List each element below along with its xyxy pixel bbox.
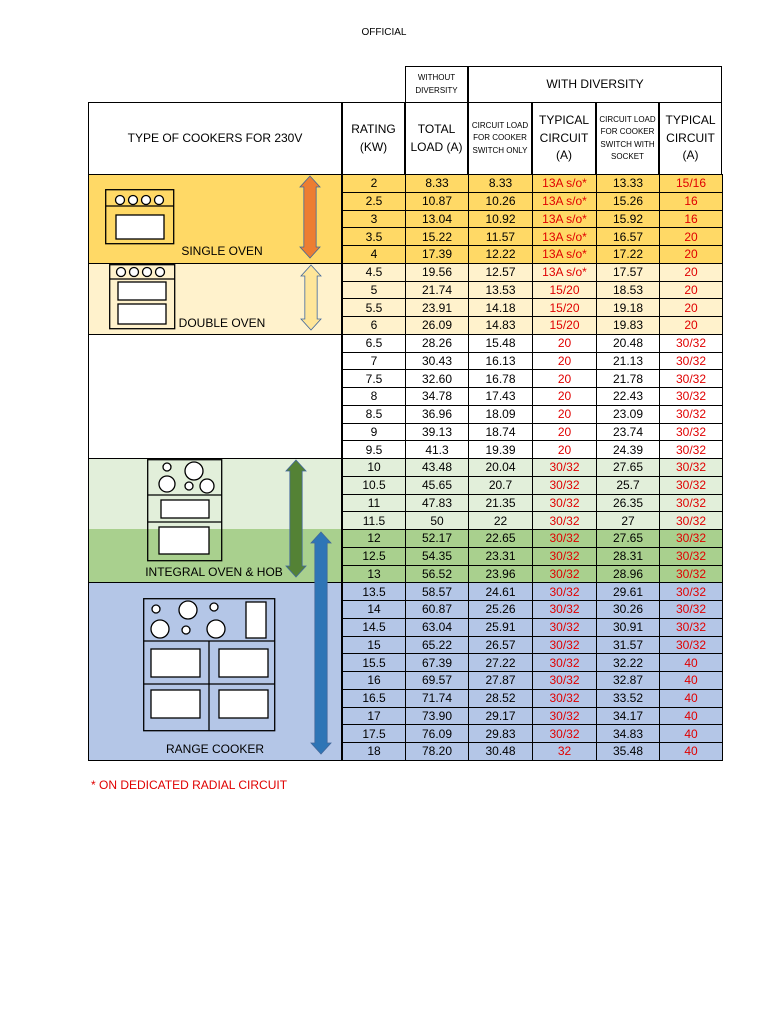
cell-load-sock: 29.61: [596, 582, 660, 601]
cell-total: 34.78: [405, 387, 469, 406]
cell-load-sock: 19.83: [596, 316, 660, 335]
cell-circ-cs: 15/20: [532, 281, 597, 300]
cell-rating: 13: [342, 565, 406, 584]
cell-rating: 5: [342, 281, 406, 300]
cell-total: 17.39: [405, 245, 469, 264]
header-rating-text: RATING (KW): [351, 122, 396, 154]
cell-rating: 10: [342, 458, 406, 477]
cell-circ-cs: 30/32: [532, 529, 597, 548]
cell-load-cs: 23.96: [468, 565, 533, 584]
cell-circ-sock: 30/32: [659, 600, 723, 619]
cell-circ-cs: 15/20: [532, 316, 597, 335]
cell-load-sock: 17.22: [596, 245, 660, 264]
cell-load-cs: 18.74: [468, 423, 533, 442]
cell-rating: 6: [342, 316, 406, 335]
cell-load-sock: 18.53: [596, 281, 660, 300]
cell-circ-cs: 20: [532, 387, 597, 406]
cell-circ-cs: 13A s/o*: [532, 263, 597, 282]
cell-circ-cs: 13A s/o*: [532, 174, 597, 193]
header-circuit-load-switch: [468, 102, 532, 175]
cell-circ-cs: 20: [532, 423, 597, 442]
header-with-diversity: [468, 66, 722, 103]
cell-rating: 17: [342, 707, 406, 726]
cell-rating: 6.5: [342, 334, 406, 353]
cell-circ-sock: 40: [659, 689, 723, 708]
cell-total: 36.96: [405, 405, 469, 424]
cell-rating: 8.5: [342, 405, 406, 424]
cell-load-sock: 27: [596, 511, 660, 530]
header-typical-circuit-switch-text: TYPICAL CIRCUIT (A): [538, 113, 589, 163]
cell-load-sock: 16.57: [596, 227, 660, 246]
cell-total: 58.57: [405, 582, 469, 601]
cell-rating: 8: [342, 387, 406, 406]
cell-circ-cs: 15/20: [532, 298, 597, 317]
cell-total: 8.33: [405, 174, 469, 193]
cell-load-sock: 15.26: [596, 192, 660, 211]
label-integral-oven-hob: INTEGRAL OVEN & HOB: [145, 565, 283, 579]
cell-circ-sock: 40: [659, 671, 723, 690]
cell-circ-cs: 30/32: [532, 476, 597, 495]
cell-circ-cs: 13A s/o*: [532, 192, 597, 211]
cell-load-sock: 20.48: [596, 334, 660, 353]
cell-rating: 10.5: [342, 476, 406, 495]
cell-rating: 3: [342, 210, 406, 229]
cell-circ-cs: 30/32: [532, 689, 597, 708]
cell-total: 32.60: [405, 369, 469, 388]
cell-load-sock: 27.65: [596, 458, 660, 477]
cell-rating: 13.5: [342, 582, 406, 601]
cell-circ-sock: 40: [659, 724, 723, 743]
cell-load-cs: 24.61: [468, 582, 533, 601]
cell-circ-sock: 40: [659, 653, 723, 672]
cell-rating: 17.5: [342, 724, 406, 743]
cell-load-cs: 30.48: [468, 742, 533, 761]
cell-circ-cs: 13A s/o*: [532, 245, 597, 264]
cell-circ-cs: 20: [532, 369, 597, 388]
cell-circ-sock: 30/32: [659, 334, 723, 353]
cell-total: 71.74: [405, 689, 469, 708]
cell-load-sock: 28.96: [596, 565, 660, 584]
cell-circ-sock: 15/16: [659, 174, 723, 193]
cell-total: 67.39: [405, 653, 469, 672]
cell-load-cs: 19.39: [468, 440, 533, 459]
cell-circ-sock: 20: [659, 281, 723, 300]
single-oven-icon: [105, 189, 175, 250]
range-cooker-icon: [143, 598, 276, 737]
cell-load-cs: 12.22: [468, 245, 533, 264]
label-double-oven: DOUBLE OVEN: [178, 316, 266, 330]
cell-load-sock: 21.78: [596, 369, 660, 388]
cell-load-cs: 26.57: [468, 636, 533, 655]
cell-circ-sock: 30/32: [659, 511, 723, 530]
cell-circ-cs: 30/32: [532, 458, 597, 477]
cell-total: 41.3: [405, 440, 469, 459]
cell-load-sock: 27.65: [596, 529, 660, 548]
cell-rating: 3.5: [342, 227, 406, 246]
cell-load-sock: 28.31: [596, 547, 660, 566]
cell-circ-cs: 20: [532, 440, 597, 459]
cell-circ-sock: 30/32: [659, 565, 723, 584]
cell-circ-cs: 32: [532, 742, 597, 761]
cell-load-cs: 28.52: [468, 689, 533, 708]
cell-rating: 9.5: [342, 440, 406, 459]
cell-circ-sock: 20: [659, 298, 723, 317]
cell-load-cs: 15.48: [468, 334, 533, 353]
cell-rating: 9: [342, 423, 406, 442]
cell-total: 50: [405, 511, 469, 530]
cell-load-cs: 29.83: [468, 724, 533, 743]
cell-total: 13.04: [405, 210, 469, 229]
cell-rating: 16.5: [342, 689, 406, 708]
cell-total: 60.87: [405, 600, 469, 619]
cell-load-cs: 16.78: [468, 369, 533, 388]
cell-total: 45.65: [405, 476, 469, 495]
cell-circ-cs: 20: [532, 352, 597, 371]
cell-load-cs: 29.17: [468, 707, 533, 726]
double-oven-icon: [109, 264, 176, 335]
cell-circ-sock: 30/32: [659, 636, 723, 655]
cell-load-cs: 12.57: [468, 263, 533, 282]
cell-load-cs: 25.91: [468, 618, 533, 637]
cell-load-sock: 34.83: [596, 724, 660, 743]
header-cooker-type-text: TYPE OF COOKERS FOR 230V: [127, 130, 303, 145]
cell-total: 63.04: [405, 618, 469, 637]
cell-total: 19.56: [405, 263, 469, 282]
cell-circ-cs: 30/32: [532, 582, 597, 601]
cell-load-cs: 18.09: [468, 405, 533, 424]
cell-rating: 16: [342, 671, 406, 690]
cell-load-sock: 24.39: [596, 440, 660, 459]
cell-load-sock: 30.26: [596, 600, 660, 619]
header-total-load: [405, 102, 468, 175]
cell-load-cs: 23.31: [468, 547, 533, 566]
cell-load-sock: 19.18: [596, 298, 660, 317]
cell-circ-sock: 30/32: [659, 547, 723, 566]
cell-circ-sock: 16: [659, 210, 723, 229]
cell-load-cs: 14.18: [468, 298, 533, 317]
cell-load-cs: 10.92: [468, 210, 533, 229]
cell-total: 43.48: [405, 458, 469, 477]
cell-circ-cs: 30/32: [532, 707, 597, 726]
cell-rating: 4.5: [342, 263, 406, 282]
cell-load-sock: 22.43: [596, 387, 660, 406]
cell-load-sock: 35.48: [596, 742, 660, 761]
cell-circ-sock: 30/32: [659, 423, 723, 442]
cell-load-cs: 27.87: [468, 671, 533, 690]
header-total-load-text: TOTAL LOAD (A): [410, 122, 463, 154]
cell-load-sock: 17.57: [596, 263, 660, 282]
cell-load-sock: 23.74: [596, 423, 660, 442]
cell-circ-sock: 30/32: [659, 494, 723, 513]
cell-load-cs: 20.7: [468, 476, 533, 495]
cell-circ-sock: 30/32: [659, 369, 723, 388]
cell-rating: 15: [342, 636, 406, 655]
cell-total: 52.17: [405, 529, 469, 548]
cell-load-cs: 22.65: [468, 529, 533, 548]
cell-load-sock: 23.09: [596, 405, 660, 424]
cell-total: 21.74: [405, 281, 469, 300]
integral-oven-hob-icon: [147, 459, 223, 567]
cell-load-cs: 16.13: [468, 352, 533, 371]
cell-load-sock: 32.22: [596, 653, 660, 672]
header-without-diversity-text: WITHOUT DIVERSITY: [415, 73, 458, 95]
cell-circ-cs: 30/32: [532, 653, 597, 672]
cell-rating: 11: [342, 494, 406, 513]
cell-load-cs: 25.26: [468, 600, 533, 619]
cell-circ-cs: 30/32: [532, 636, 597, 655]
header-typical-circuit-socket: [659, 102, 722, 175]
cell-circ-cs: 30/32: [532, 724, 597, 743]
cell-rating: 15.5: [342, 653, 406, 672]
cell-circ-sock: 40: [659, 742, 723, 761]
cell-load-sock: 13.33: [596, 174, 660, 193]
cell-load-sock: 30.91: [596, 618, 660, 637]
header-circuit-load-socket: [596, 102, 659, 175]
label-range-cooker: RANGE COOKER: [165, 742, 265, 756]
cell-circ-sock: 30/32: [659, 476, 723, 495]
cell-circ-sock: 40: [659, 707, 723, 726]
cell-total: 15.22: [405, 227, 469, 246]
cell-circ-sock: 20: [659, 245, 723, 264]
footnote: * ON DEDICATED RADIAL CIRCUIT: [91, 778, 288, 792]
cell-circ-sock: 30/32: [659, 582, 723, 601]
cell-load-cs: 10.26: [468, 192, 533, 211]
cell-total: 65.22: [405, 636, 469, 655]
cell-total: 73.90: [405, 707, 469, 726]
single-oven-range-arrow: [299, 175, 321, 264]
cell-circ-cs: 30/32: [532, 671, 597, 690]
range-cooker-range-arrow: [310, 531, 332, 760]
double-oven-range-arrow: [300, 264, 322, 336]
cell-circ-cs: 13A s/o*: [532, 227, 597, 246]
cell-circ-sock: 30/32: [659, 458, 723, 477]
header-typical-circuit-socket-text: TYPICAL CIRCUIT (A): [665, 113, 716, 163]
cell-circ-sock: 20: [659, 227, 723, 246]
cell-rating: 2: [342, 174, 406, 193]
cell-circ-cs: 30/32: [532, 511, 597, 530]
cell-total: 56.52: [405, 565, 469, 584]
cell-circ-sock: 30/32: [659, 529, 723, 548]
cell-circ-sock: 30/32: [659, 440, 723, 459]
cell-load-cs: 27.22: [468, 653, 533, 672]
cell-total: 10.87: [405, 192, 469, 211]
cell-circ-cs: 13A s/o*: [532, 210, 597, 229]
header-with-diversity-text: WITH DIVERSITY: [546, 76, 644, 91]
cell-total: 28.26: [405, 334, 469, 353]
cell-total: 23.91: [405, 298, 469, 317]
header-circuit-load-switch-text: CIRCUIT LOAD FOR COOKER SWITCH ONLY: [471, 120, 529, 155]
header-cooker-type: [88, 102, 342, 175]
header-circuit-load-socket-text: CIRCUIT LOAD FOR COOKER SWITCH WITH SOCKET: [599, 114, 656, 161]
cell-rating: 12: [342, 529, 406, 548]
cell-load-cs: 17.43: [468, 387, 533, 406]
cell-load-sock: 15.92: [596, 210, 660, 229]
cell-load-cs: 11.57: [468, 227, 533, 246]
cell-load-cs: 22: [468, 511, 533, 530]
header-without-diversity: [405, 66, 468, 103]
cell-load-sock: 26.35: [596, 494, 660, 513]
cell-circ-cs: 30/32: [532, 494, 597, 513]
cell-circ-sock: 30/32: [659, 405, 723, 424]
cell-circ-sock: 16: [659, 192, 723, 211]
cell-circ-cs: 30/32: [532, 618, 597, 637]
cell-circ-cs: 30/32: [532, 565, 597, 584]
band-plain: [88, 334, 342, 458]
cell-load-sock: 33.52: [596, 689, 660, 708]
cell-total: 78.20: [405, 742, 469, 761]
cell-circ-sock: 20: [659, 316, 723, 335]
cell-rating: 2.5: [342, 192, 406, 211]
cell-load-cs: 8.33: [468, 174, 533, 193]
cell-rating: 18: [342, 742, 406, 761]
cell-load-sock: 31.57: [596, 636, 660, 655]
cell-load-sock: 32.87: [596, 671, 660, 690]
cell-rating: 14: [342, 600, 406, 619]
cell-load-cs: 20.04: [468, 458, 533, 477]
cell-circ-cs: 20: [532, 405, 597, 424]
cell-total: 69.57: [405, 671, 469, 690]
cell-rating: 7.5: [342, 369, 406, 388]
cell-load-sock: 21.13: [596, 352, 660, 371]
cell-circ-cs: 30/32: [532, 547, 597, 566]
cell-circ-cs: 30/32: [532, 600, 597, 619]
cell-rating: 4: [342, 245, 406, 264]
cell-total: 30.43: [405, 352, 469, 371]
cell-circ-cs: 20: [532, 334, 597, 353]
cell-load-sock: 34.17: [596, 707, 660, 726]
cell-circ-sock: 20: [659, 263, 723, 282]
cell-total: 76.09: [405, 724, 469, 743]
integral-range-arrow: [285, 459, 307, 583]
document-header: OFFICIAL: [361, 27, 407, 38]
header-typical-circuit-switch: [532, 102, 596, 175]
cell-circ-sock: 30/32: [659, 352, 723, 371]
cell-circ-sock: 30/32: [659, 618, 723, 637]
cell-rating: 12.5: [342, 547, 406, 566]
label-single-oven: SINGLE OVEN: [181, 244, 263, 258]
cell-total: 47.83: [405, 494, 469, 513]
cell-load-cs: 21.35: [468, 494, 533, 513]
cell-rating: 14.5: [342, 618, 406, 637]
cell-load-sock: 25.7: [596, 476, 660, 495]
cell-rating: 11.5: [342, 511, 406, 530]
cell-load-cs: 14.83: [468, 316, 533, 335]
cell-circ-sock: 30/32: [659, 387, 723, 406]
cell-total: 26.09: [405, 316, 469, 335]
cell-rating: 5.5: [342, 298, 406, 317]
cell-total: 39.13: [405, 423, 469, 442]
cell-total: 54.35: [405, 547, 469, 566]
header-rating: [342, 102, 405, 175]
cell-rating: 7: [342, 352, 406, 371]
cell-load-cs: 13.53: [468, 281, 533, 300]
